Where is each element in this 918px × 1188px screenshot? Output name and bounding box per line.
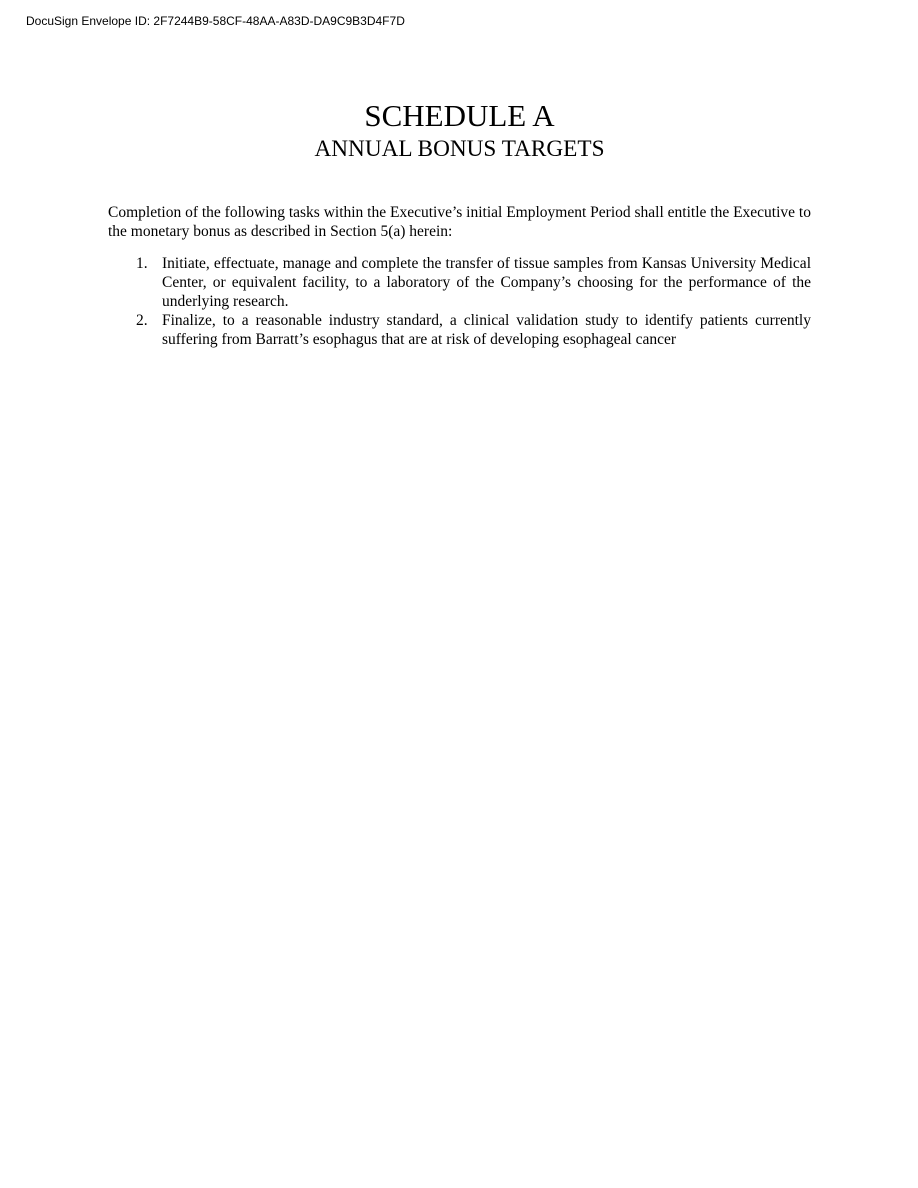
- task-list: [108, 254, 811, 349]
- intro-paragraph: Completion of the following tasks within the Executive’s initial Employment Period shall entitle the Executive to the monetary bonus as described in Section 5(a) herein:: [108, 204, 811, 240]
- schedule-title: SCHEDULE A: [364, 98, 555, 133]
- docusign-envelope-id: DocuSign Envelope ID: 2F7244B9-58CF-48AA-A83D-DA9C9B3D4F7D: [26, 14, 405, 28]
- task-text: Initiate, effectuate, manage and complete the transfer of tissue samples from Kansas University Medical Center, or equivalent facility, to a laboratory of the Company’s choosing for the performance of the underlying research.: [162, 255, 811, 310]
- task-text: Finalize, to a reasonable industry standard, a clinical validation study to identify patients currently suffering from Barratt’s esophagus that are at risk of developing esophageal cancer: [162, 312, 811, 348]
- task-item: [108, 254, 811, 311]
- task-number: 1.: [136, 255, 148, 272]
- document-page: [108, 98, 811, 349]
- task-number: 2.: [136, 312, 148, 329]
- task-item: [108, 311, 811, 349]
- schedule-subtitle: ANNUAL BONUS TARGETS: [314, 136, 605, 162]
